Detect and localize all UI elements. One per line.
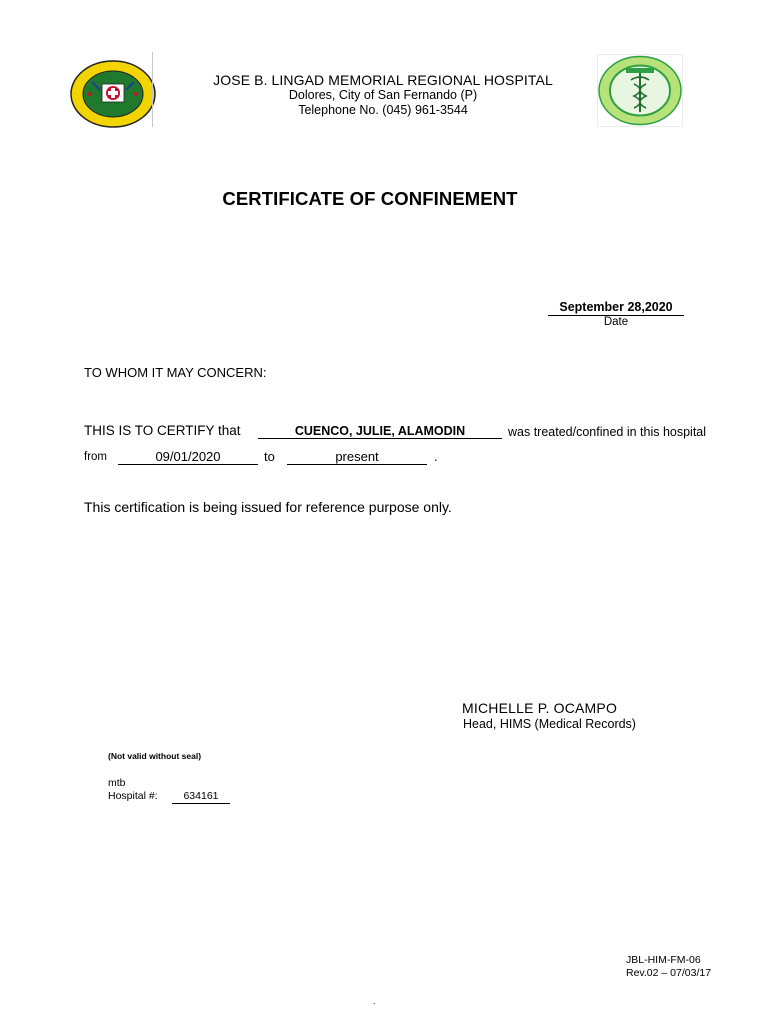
signatory-name: MICHELLE P. OCAMPO xyxy=(462,700,618,716)
from-date-underline xyxy=(118,464,258,465)
to-label: to xyxy=(264,449,275,464)
from-date: 09/01/2020 xyxy=(155,449,221,464)
treated-text: was treated/confined in this hospital xyxy=(508,425,707,439)
from-label: from xyxy=(84,451,107,463)
hospital-caduceus-seal-icon xyxy=(597,54,683,127)
salutation: TO WHOM IT MAY CONCERN: xyxy=(84,365,267,380)
to-date-underline xyxy=(287,464,427,465)
hospital-telephone: Telephone No. (045) 961-3544 xyxy=(298,102,468,117)
hospital-address: Dolores, City of San Fernando (P) xyxy=(288,88,478,102)
hospital-header xyxy=(190,72,576,117)
preparer-initials: mtb xyxy=(108,777,126,789)
hospital-number-label: Hospital #: xyxy=(108,790,158,802)
date-label: Date xyxy=(603,316,629,328)
department-of-health-seal-icon xyxy=(70,60,156,128)
signatory-title: Head, HIMS (Medical Records) xyxy=(463,717,636,731)
certify-lead-text: THIS IS TO CERTIFY that xyxy=(84,423,241,438)
sentence-period: . xyxy=(434,449,438,464)
patient-name-underline xyxy=(258,438,502,439)
certificate-title: CERTIFICATE OF CONFINEMENT xyxy=(222,188,518,209)
not-valid-notice: (Not valid without seal) xyxy=(108,751,202,761)
footer-mark: . xyxy=(373,996,376,1006)
to-date: present xyxy=(335,449,379,464)
hospital-number: 634161 xyxy=(183,790,219,802)
hospital-number-underline xyxy=(172,803,230,804)
seal-divider xyxy=(152,52,153,127)
hospital-name: JOSE B. LINGAD MEMORIAL REGIONAL HOSPITAL xyxy=(213,72,553,88)
date-value: September 28,2020 xyxy=(559,300,673,314)
form-code: JBL-HIM-FM-06 xyxy=(626,954,701,966)
patient-name: CUENCO, JULIE, ALAMODIN xyxy=(294,424,466,438)
form-revision: Rev.02 – 07/03/17 xyxy=(626,967,712,979)
purpose-statement: This certification is being issued for reference purpose only. xyxy=(84,499,452,515)
